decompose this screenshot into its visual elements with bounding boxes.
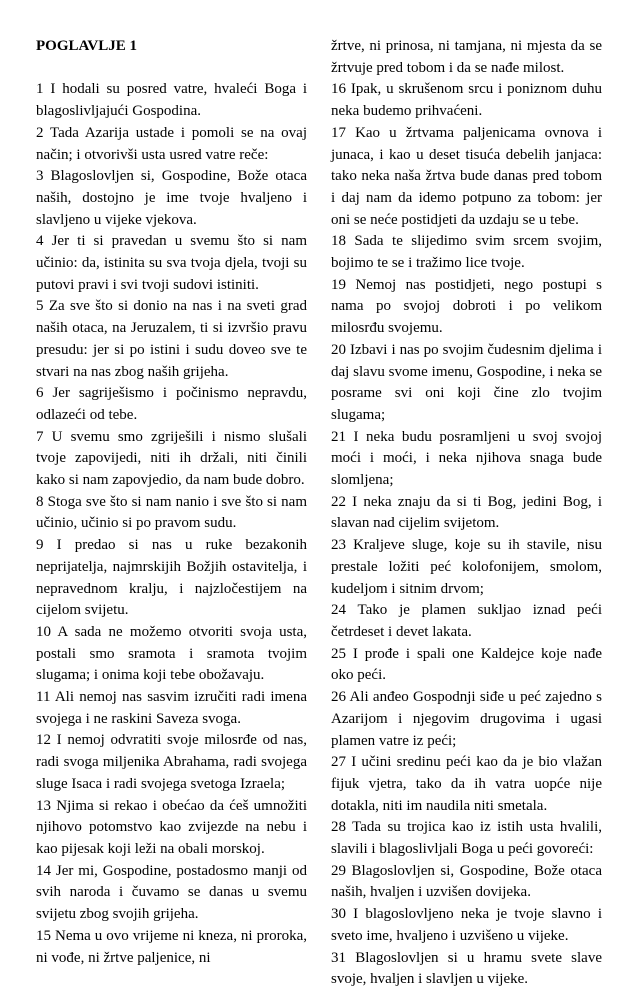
verse-paragraph: 12 I nemoj odvratiti svoje milosrđe od nas, radi svoga miljenika Abrahama, radi svojega sluge Isaca i radi svojega svetoga Izraela; — [36, 732, 307, 792]
right-column — [331, 36, 602, 988]
verse-paragraph: 6 Jer sagriješismo i počinismo nepravdu, odlazeći od tebe. — [36, 385, 307, 423]
verse-paragraph: 8 Stoga sve što si nam nanio i sve što si nam učinio, učinio si po pravom sudu. — [36, 493, 307, 532]
verse-paragraph: 1 I hodali su posred vatre, hvaleći Boga i blagoslivljajući Gospodina. — [36, 81, 307, 120]
verse-paragraph: 28 Tada su trojica kao iz istih usta hvalili, slavili i blagoslivljali Boga u peći govoreći: — [331, 819, 602, 858]
verse-paragraph: 24 Tako je plamen sukljao iznad peći četrdeset i devet lakata. — [331, 602, 602, 640]
verse-paragraph: 25 I prođe i spali one Kaldejce koje nađe oko peći. — [331, 645, 602, 684]
verse-paragraph: 4 Jer ti si pravedan u svemu što si nam učinio: da, istinita su sva tvoja djela, tvoji su putovi pravi i svi tvoji sudovi istiniti. — [36, 233, 307, 293]
verse-paragraph: 26 Ali anđeo Gospodnji siđe u peć zajedno s Azarijom i njegovim drugovima i ugasi plamen vatre iz peći; — [331, 689, 602, 749]
verse-paragraph: 7 U svemu smo zgriješili i nismo slušali tvoje zapovijedi, niti ih držali, niti činili kako si nam zapovjedio, da nam bude dobro. — [36, 428, 307, 489]
verse-paragraph: 30 I blagoslovljeno neka je tvoje slavno i sveto ime, hvaljeno i uzvišeno u vijeke. — [331, 906, 602, 944]
verse-paragraph: 23 Kraljeve sluge, koje su ih stavile, nisu prestale ložiti peć kolofonijem, smolom, kudeljom i sitnim drvom; — [331, 537, 602, 597]
verse-paragraph: 21 I neka budu posramljeni u svoj svojoj moći i moći, i neka njihova snaga bude slomljena; — [331, 428, 602, 489]
verse-paragraph: 17 Kao u žrtvama paljenicama ovnova i junaca, i kao u deset tisuća debelih janjaca: tako neka naša žrtva bude danas pred tobom i daj nam da idemo potpuno za tobom: jer oni se neće postidjeti da uzdaju se u tebe. — [331, 124, 602, 228]
verse-paragraph: 13 Njima si rekao i obećao da ćeš umnožiti njihovo potomstvo kao zvijezde na nebu i kao pijesak koji leži na obali morskoj. — [36, 797, 307, 857]
verse-paragraph: 5 Za sve što si donio na nas i na sveti grad naših otaca, na Jeruzalem, ti si izvršio pravu presudu: jer si po istini i sudu doveo sve te stvari na nas zbog naših grijeha. — [36, 298, 307, 380]
verse-paragraph: 22 I neka znaju da si ti Bog, jedini Bog, i slavan nad cijelim svijetom. — [331, 493, 602, 532]
verse-paragraph: 11 Ali nemoj nas sasvim izručiti radi imena svojega i ne raskini Saveza svoga. — [36, 689, 307, 727]
verse-paragraph: 19 Nemoj nas postidjeti, nego postupi s nama po svojoj dobroti i po velikom milosrđu svojemu. — [331, 276, 602, 337]
verse-paragraph: 3 Blagoslovljen si, Gospodine, Bože otaca naših, dostojno je ime tvoje hvaljeno i slavljeno u vijeke vjekova. — [36, 168, 307, 228]
verse-paragraph: 20 Izbavi i nas po svojim čudesnim djelima i daj slavu svome imenu, Gospodine, i neka se posrame svi oni koji čine zlo tvojim slugama; — [331, 341, 602, 423]
left-column — [36, 36, 307, 966]
verse-paragraph: žrtve, ni prinosa, ni tamjana, ni mjesta da se žrtvuje pred tobom i da se nađe milost. — [331, 38, 602, 76]
verse-paragraph: 14 Jer mi, Gospodine, postadosmo manji od svih naroda i čuvamo se danas u svemu svijetu zbog svojih grijeha. — [36, 862, 307, 923]
verse-paragraph: 10 A sada ne možemo otvoriti svoja usta, postali smo sramota i sramota tvojim slugama; i onima koji tebe obožavaju. — [36, 623, 307, 684]
verse-paragraph: 29 Blagoslovljen si, Gospodine, Bože otaca naših, hvaljen i uzvišen dovijeka. — [331, 862, 602, 901]
verse-paragraph: 31 Blagoslovljen si u hramu svete slave svoje, hvaljen i slavljen u vijeke. — [331, 949, 602, 988]
verse-paragraph: 9 I predao si nas u ruke bezakonih neprijatelja, najmrskijih Božjih ostavitelja, i nepravednom kralju, i najzločestijem na cijelom svijetu. — [36, 537, 307, 619]
verse-paragraph: 2 Tada Azarija ustade i pomoli se na ovaj način; i otvorivši usta usred vatre reče: — [36, 124, 307, 163]
verse-paragraph: 15 Nema u ovo vrijeme ni kneza, ni proroka, ni vođe, ni žrtve paljenice, ni — [36, 927, 307, 966]
verse-paragraph: 18 Sada te slijedimo svim srcem svojim, bojimo te se i tražimo lice tvoje. — [331, 233, 602, 272]
verse-paragraph: 27 I učini sredinu peći kao da je bio vlažan fijuk vjetra, tako da ih vatra uopće nije dotakla, niti im naudila niti smetala. — [331, 754, 602, 814]
chapter-title: POGLAVLJE 1 — [36, 38, 137, 54]
verse-paragraph: 16 Ipak, u skrušenom srcu i poniznom duhu neka budemo prihvaćeni. — [331, 81, 602, 120]
